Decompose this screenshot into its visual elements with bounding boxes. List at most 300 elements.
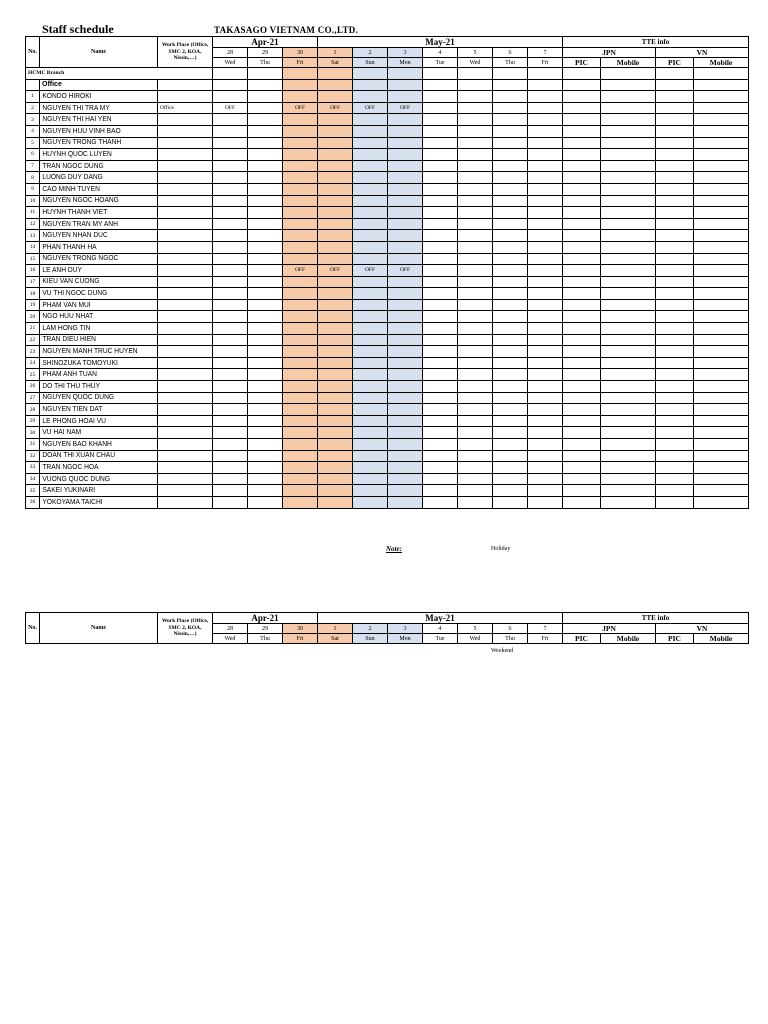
schedule-cell[interactable]	[388, 346, 423, 358]
schedule-cell[interactable]	[283, 253, 318, 265]
schedule-cell[interactable]	[213, 79, 248, 91]
schedule-cell[interactable]	[423, 439, 458, 451]
tte-cell[interactable]	[601, 369, 656, 381]
schedule-cell[interactable]	[283, 404, 318, 416]
schedule-cell[interactable]	[213, 496, 248, 508]
tte-cell[interactable]	[563, 439, 601, 451]
tte-cell[interactable]	[563, 265, 601, 277]
tte-cell[interactable]	[601, 439, 656, 451]
schedule-cell[interactable]	[283, 68, 318, 80]
schedule-cell[interactable]	[388, 218, 423, 230]
schedule-cell[interactable]	[458, 114, 493, 126]
schedule-cell[interactable]	[283, 357, 318, 369]
tte-cell[interactable]	[694, 415, 749, 427]
schedule-cell[interactable]	[248, 207, 283, 219]
tte-cell[interactable]	[656, 160, 694, 172]
schedule-cell[interactable]	[493, 450, 528, 462]
schedule-cell[interactable]	[528, 276, 563, 288]
schedule-cell[interactable]	[283, 218, 318, 230]
schedule-cell[interactable]	[353, 392, 388, 404]
schedule-cell[interactable]	[248, 253, 283, 265]
schedule-cell[interactable]	[423, 79, 458, 91]
schedule-cell[interactable]	[423, 183, 458, 195]
schedule-cell[interactable]	[458, 357, 493, 369]
schedule-cell[interactable]	[248, 357, 283, 369]
workplace-cell[interactable]	[158, 183, 213, 195]
tte-cell[interactable]	[601, 102, 656, 114]
schedule-cell[interactable]	[528, 369, 563, 381]
tte-cell[interactable]	[601, 415, 656, 427]
workplace-cell[interactable]	[158, 160, 213, 172]
schedule-cell[interactable]	[353, 114, 388, 126]
schedule-cell[interactable]	[458, 79, 493, 91]
schedule-cell[interactable]	[353, 485, 388, 497]
tte-cell[interactable]	[601, 496, 656, 508]
schedule-cell[interactable]	[528, 102, 563, 114]
tte-cell[interactable]	[601, 125, 656, 137]
schedule-cell[interactable]	[213, 334, 248, 346]
schedule-cell[interactable]	[423, 102, 458, 114]
tte-cell[interactable]	[563, 299, 601, 311]
schedule-cell[interactable]	[318, 485, 353, 497]
schedule-cell[interactable]	[318, 230, 353, 242]
schedule-cell[interactable]	[213, 195, 248, 207]
schedule-cell[interactable]	[528, 381, 563, 393]
schedule-cell[interactable]	[213, 265, 248, 277]
schedule-cell[interactable]	[353, 473, 388, 485]
schedule-cell[interactable]	[493, 357, 528, 369]
tte-cell[interactable]	[563, 149, 601, 161]
schedule-cell[interactable]	[493, 311, 528, 323]
schedule-cell[interactable]	[283, 473, 318, 485]
schedule-cell[interactable]	[318, 137, 353, 149]
tte-cell[interactable]	[694, 369, 749, 381]
tte-cell[interactable]	[694, 299, 749, 311]
tte-cell[interactable]	[656, 102, 694, 114]
schedule-cell[interactable]	[493, 299, 528, 311]
schedule-cell[interactable]	[353, 160, 388, 172]
tte-cell[interactable]	[656, 381, 694, 393]
schedule-cell[interactable]	[528, 172, 563, 184]
schedule-cell[interactable]	[423, 172, 458, 184]
schedule-cell[interactable]	[493, 323, 528, 335]
schedule-cell[interactable]	[248, 241, 283, 253]
schedule-cell[interactable]	[353, 276, 388, 288]
workplace-cell[interactable]	[158, 462, 213, 474]
schedule-cell[interactable]	[493, 404, 528, 416]
schedule-cell[interactable]	[213, 218, 248, 230]
schedule-cell[interactable]	[213, 473, 248, 485]
schedule-cell[interactable]	[248, 137, 283, 149]
schedule-cell[interactable]	[283, 137, 318, 149]
tte-cell[interactable]	[563, 91, 601, 103]
workplace-cell[interactable]	[158, 496, 213, 508]
schedule-cell[interactable]	[423, 160, 458, 172]
tte-cell[interactable]	[601, 265, 656, 277]
tte-cell[interactable]	[601, 334, 656, 346]
schedule-cell[interactable]	[353, 323, 388, 335]
workplace-cell[interactable]	[158, 334, 213, 346]
schedule-cell[interactable]	[318, 218, 353, 230]
schedule-cell[interactable]	[528, 241, 563, 253]
schedule-cell[interactable]	[388, 149, 423, 161]
workplace-cell[interactable]	[158, 369, 213, 381]
schedule-cell[interactable]	[493, 183, 528, 195]
schedule-cell[interactable]	[283, 334, 318, 346]
workplace-cell[interactable]	[158, 137, 213, 149]
schedule-cell[interactable]	[388, 473, 423, 485]
schedule-cell[interactable]	[283, 241, 318, 253]
schedule-cell[interactable]	[493, 241, 528, 253]
schedule-cell[interactable]	[353, 230, 388, 242]
schedule-cell[interactable]	[283, 114, 318, 126]
tte-cell[interactable]	[601, 485, 656, 497]
schedule-cell[interactable]	[423, 253, 458, 265]
schedule-cell[interactable]	[458, 125, 493, 137]
schedule-cell[interactable]	[388, 137, 423, 149]
schedule-cell[interactable]	[493, 369, 528, 381]
schedule-cell[interactable]	[458, 381, 493, 393]
schedule-cell[interactable]	[388, 68, 423, 80]
schedule-cell[interactable]	[283, 79, 318, 91]
tte-cell[interactable]	[601, 299, 656, 311]
schedule-cell[interactable]	[213, 404, 248, 416]
schedule-cell[interactable]: OFF	[318, 102, 353, 114]
schedule-cell[interactable]	[423, 299, 458, 311]
workplace-cell[interactable]	[158, 125, 213, 137]
schedule-cell[interactable]	[388, 160, 423, 172]
schedule-cell[interactable]	[493, 276, 528, 288]
schedule-cell[interactable]	[213, 137, 248, 149]
schedule-cell[interactable]	[213, 450, 248, 462]
tte-cell[interactable]	[694, 230, 749, 242]
tte-cell[interactable]	[694, 427, 749, 439]
schedule-cell[interactable]	[318, 68, 353, 80]
schedule-cell[interactable]	[423, 415, 458, 427]
schedule-cell[interactable]	[318, 79, 353, 91]
schedule-cell[interactable]	[423, 68, 458, 80]
schedule-cell[interactable]	[493, 160, 528, 172]
schedule-cell[interactable]	[353, 207, 388, 219]
schedule-cell[interactable]	[528, 149, 563, 161]
schedule-cell[interactable]	[388, 462, 423, 474]
tte-cell[interactable]	[694, 462, 749, 474]
tte-cell[interactable]	[563, 68, 601, 80]
tte-cell[interactable]	[656, 149, 694, 161]
workplace-cell[interactable]	[158, 404, 213, 416]
tte-cell[interactable]	[694, 137, 749, 149]
schedule-cell[interactable]	[493, 265, 528, 277]
tte-cell[interactable]	[694, 102, 749, 114]
schedule-cell[interactable]	[283, 496, 318, 508]
workplace-cell[interactable]	[158, 450, 213, 462]
workplace-cell[interactable]	[158, 357, 213, 369]
schedule-cell[interactable]	[493, 253, 528, 265]
schedule-cell[interactable]	[528, 450, 563, 462]
schedule-cell[interactable]	[528, 427, 563, 439]
schedule-cell[interactable]	[528, 265, 563, 277]
schedule-cell[interactable]	[388, 125, 423, 137]
tte-cell[interactable]	[601, 473, 656, 485]
schedule-cell[interactable]	[353, 450, 388, 462]
schedule-cell[interactable]	[423, 404, 458, 416]
schedule-cell[interactable]	[318, 427, 353, 439]
schedule-cell[interactable]	[388, 195, 423, 207]
tte-cell[interactable]	[601, 68, 656, 80]
schedule-cell[interactable]	[458, 253, 493, 265]
schedule-cell[interactable]	[528, 207, 563, 219]
schedule-cell[interactable]	[493, 114, 528, 126]
schedule-cell[interactable]	[318, 473, 353, 485]
schedule-cell[interactable]	[213, 183, 248, 195]
schedule-cell[interactable]	[213, 160, 248, 172]
workplace-cell[interactable]	[158, 288, 213, 300]
workplace-cell[interactable]	[158, 392, 213, 404]
schedule-cell[interactable]	[248, 462, 283, 474]
schedule-cell[interactable]: OFF	[318, 265, 353, 277]
schedule-cell[interactable]	[458, 183, 493, 195]
tte-cell[interactable]	[694, 172, 749, 184]
tte-cell[interactable]	[601, 381, 656, 393]
schedule-cell[interactable]	[318, 381, 353, 393]
schedule-cell[interactable]	[248, 125, 283, 137]
schedule-cell[interactable]	[423, 218, 458, 230]
tte-cell[interactable]	[656, 137, 694, 149]
schedule-cell[interactable]	[388, 288, 423, 300]
schedule-cell[interactable]	[213, 369, 248, 381]
schedule-cell[interactable]	[493, 207, 528, 219]
schedule-cell[interactable]	[353, 404, 388, 416]
schedule-cell[interactable]	[318, 323, 353, 335]
schedule-cell[interactable]	[213, 114, 248, 126]
schedule-cell[interactable]	[423, 473, 458, 485]
schedule-cell[interactable]	[493, 172, 528, 184]
tte-cell[interactable]	[694, 288, 749, 300]
schedule-cell[interactable]	[353, 415, 388, 427]
tte-cell[interactable]	[694, 323, 749, 335]
schedule-cell[interactable]	[493, 415, 528, 427]
schedule-cell[interactable]	[318, 415, 353, 427]
schedule-cell[interactable]	[213, 68, 248, 80]
schedule-cell[interactable]	[388, 276, 423, 288]
schedule-cell[interactable]	[353, 241, 388, 253]
schedule-cell[interactable]	[353, 218, 388, 230]
schedule-cell[interactable]	[353, 299, 388, 311]
tte-cell[interactable]	[656, 183, 694, 195]
schedule-cell[interactable]	[353, 496, 388, 508]
schedule-cell[interactable]	[248, 102, 283, 114]
schedule-cell[interactable]	[213, 276, 248, 288]
schedule-cell[interactable]	[318, 207, 353, 219]
schedule-cell[interactable]	[213, 288, 248, 300]
workplace-cell[interactable]: Office	[158, 102, 213, 114]
tte-cell[interactable]	[563, 415, 601, 427]
tte-cell[interactable]	[601, 91, 656, 103]
schedule-cell[interactable]	[493, 346, 528, 358]
schedule-cell[interactable]	[248, 450, 283, 462]
tte-cell[interactable]	[694, 207, 749, 219]
schedule-cell[interactable]	[283, 485, 318, 497]
tte-cell[interactable]	[656, 241, 694, 253]
tte-cell[interactable]	[563, 392, 601, 404]
schedule-cell[interactable]	[458, 346, 493, 358]
tte-cell[interactable]	[563, 346, 601, 358]
schedule-cell[interactable]	[423, 485, 458, 497]
schedule-cell[interactable]	[283, 392, 318, 404]
tte-cell[interactable]	[694, 91, 749, 103]
schedule-cell[interactable]	[283, 125, 318, 137]
tte-cell[interactable]	[694, 218, 749, 230]
schedule-cell[interactable]	[318, 160, 353, 172]
schedule-cell[interactable]	[248, 91, 283, 103]
tte-cell[interactable]	[656, 415, 694, 427]
schedule-cell[interactable]	[248, 218, 283, 230]
schedule-cell[interactable]	[213, 392, 248, 404]
schedule-cell[interactable]	[388, 427, 423, 439]
tte-cell[interactable]	[656, 207, 694, 219]
schedule-cell[interactable]	[528, 299, 563, 311]
tte-cell[interactable]	[563, 404, 601, 416]
tte-cell[interactable]	[656, 323, 694, 335]
tte-cell[interactable]	[656, 334, 694, 346]
schedule-cell[interactable]	[458, 102, 493, 114]
schedule-cell[interactable]	[283, 183, 318, 195]
schedule-cell[interactable]	[528, 462, 563, 474]
schedule-cell[interactable]	[248, 149, 283, 161]
schedule-cell[interactable]	[423, 149, 458, 161]
tte-cell[interactable]	[694, 450, 749, 462]
schedule-cell[interactable]	[458, 137, 493, 149]
tte-cell[interactable]	[563, 218, 601, 230]
schedule-cell[interactable]	[213, 311, 248, 323]
schedule-cell[interactable]	[458, 91, 493, 103]
schedule-cell[interactable]	[458, 172, 493, 184]
tte-cell[interactable]	[601, 311, 656, 323]
schedule-cell[interactable]	[318, 334, 353, 346]
schedule-cell[interactable]	[528, 311, 563, 323]
schedule-cell[interactable]	[388, 114, 423, 126]
tte-cell[interactable]	[694, 404, 749, 416]
schedule-cell[interactable]	[528, 357, 563, 369]
schedule-cell[interactable]	[248, 496, 283, 508]
tte-cell[interactable]	[601, 160, 656, 172]
tte-cell[interactable]	[601, 323, 656, 335]
schedule-cell[interactable]	[318, 183, 353, 195]
schedule-cell[interactable]	[248, 439, 283, 451]
schedule-cell[interactable]	[528, 183, 563, 195]
tte-cell[interactable]	[563, 485, 601, 497]
schedule-cell[interactable]	[353, 91, 388, 103]
schedule-cell[interactable]	[353, 68, 388, 80]
schedule-cell[interactable]	[458, 485, 493, 497]
schedule-cell[interactable]: OFF	[388, 102, 423, 114]
tte-cell[interactable]	[601, 462, 656, 474]
tte-cell[interactable]	[694, 473, 749, 485]
tte-cell[interactable]	[694, 253, 749, 265]
tte-cell[interactable]	[601, 149, 656, 161]
schedule-cell[interactable]	[388, 439, 423, 451]
workplace-cell[interactable]	[158, 207, 213, 219]
schedule-cell[interactable]	[528, 392, 563, 404]
workplace-cell[interactable]	[158, 265, 213, 277]
schedule-cell[interactable]	[318, 172, 353, 184]
tte-cell[interactable]	[694, 68, 749, 80]
tte-cell[interactable]	[563, 253, 601, 265]
schedule-cell[interactable]	[423, 207, 458, 219]
tte-cell[interactable]	[563, 357, 601, 369]
tte-cell[interactable]	[563, 137, 601, 149]
schedule-cell[interactable]	[388, 241, 423, 253]
tte-cell[interactable]	[694, 149, 749, 161]
schedule-cell[interactable]	[388, 230, 423, 242]
schedule-cell[interactable]	[528, 218, 563, 230]
schedule-cell[interactable]	[423, 241, 458, 253]
schedule-cell[interactable]	[213, 346, 248, 358]
schedule-cell[interactable]	[353, 125, 388, 137]
tte-cell[interactable]	[656, 346, 694, 358]
tte-cell[interactable]	[601, 195, 656, 207]
schedule-cell[interactable]	[388, 207, 423, 219]
schedule-cell[interactable]	[213, 323, 248, 335]
schedule-cell[interactable]	[458, 439, 493, 451]
schedule-cell[interactable]	[458, 299, 493, 311]
tte-cell[interactable]	[694, 241, 749, 253]
schedule-cell[interactable]	[423, 427, 458, 439]
schedule-cell[interactable]	[353, 149, 388, 161]
workplace-cell[interactable]	[158, 427, 213, 439]
tte-cell[interactable]	[694, 357, 749, 369]
schedule-cell[interactable]	[423, 311, 458, 323]
schedule-cell[interactable]	[318, 91, 353, 103]
tte-cell[interactable]	[694, 346, 749, 358]
schedule-cell[interactable]	[318, 114, 353, 126]
schedule-cell[interactable]	[528, 415, 563, 427]
tte-cell[interactable]	[563, 160, 601, 172]
schedule-cell[interactable]	[493, 125, 528, 137]
schedule-cell[interactable]	[248, 172, 283, 184]
schedule-cell[interactable]	[458, 218, 493, 230]
schedule-cell[interactable]	[493, 137, 528, 149]
workplace-cell[interactable]	[158, 149, 213, 161]
schedule-cell[interactable]	[283, 369, 318, 381]
schedule-cell[interactable]	[353, 195, 388, 207]
schedule-cell[interactable]	[528, 125, 563, 137]
tte-cell[interactable]	[563, 369, 601, 381]
workplace-cell[interactable]	[158, 473, 213, 485]
schedule-cell[interactable]	[283, 91, 318, 103]
tte-cell[interactable]	[601, 114, 656, 126]
schedule-cell[interactable]	[248, 473, 283, 485]
schedule-cell[interactable]	[423, 496, 458, 508]
schedule-cell[interactable]	[423, 323, 458, 335]
tte-cell[interactable]	[563, 462, 601, 474]
schedule-cell[interactable]	[248, 392, 283, 404]
tte-cell[interactable]	[563, 334, 601, 346]
schedule-cell[interactable]	[528, 137, 563, 149]
schedule-cell[interactable]	[423, 357, 458, 369]
schedule-cell[interactable]	[388, 415, 423, 427]
schedule-cell[interactable]	[283, 323, 318, 335]
schedule-cell[interactable]	[248, 427, 283, 439]
schedule-cell[interactable]	[248, 369, 283, 381]
workplace-cell[interactable]	[158, 114, 213, 126]
schedule-cell[interactable]: OFF	[353, 102, 388, 114]
schedule-cell[interactable]	[353, 427, 388, 439]
schedule-cell[interactable]	[283, 160, 318, 172]
schedule-cell[interactable]	[213, 485, 248, 497]
schedule-cell[interactable]	[423, 276, 458, 288]
schedule-cell[interactable]	[248, 334, 283, 346]
